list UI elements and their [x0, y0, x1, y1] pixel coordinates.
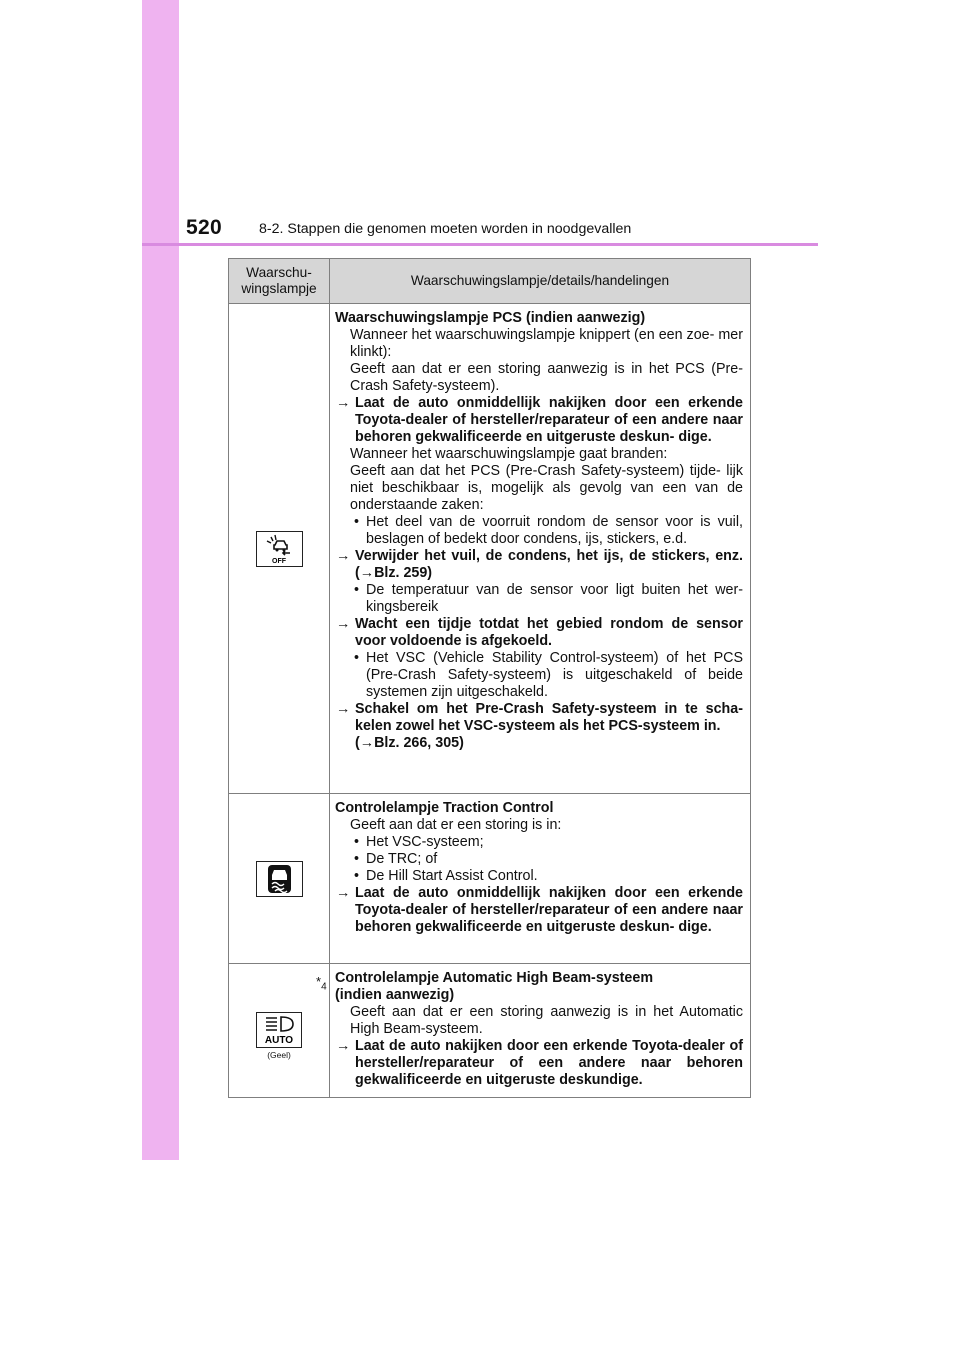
details-cell	[330, 964, 751, 1098]
svg-text:AUTO: AUTO	[264, 1035, 294, 1046]
bullet-item: • Het VSC (Vehicle Stability Control-systeem) of het PCS (Pre-Crash Safety-systeem) is uitgeschakeld of beide systemen zijn uitgeschakeld.	[354, 650, 743, 700]
row-title: Controlelampje Traction Control	[335, 800, 554, 816]
bullet-icon: •	[354, 868, 360, 884]
warning-lights-table	[228, 258, 751, 1098]
paragraph: Geeft aan dat er een storing aanwezig is in het Automatic High Beam-systeem.	[350, 1004, 743, 1037]
pcs-off-icon	[256, 531, 303, 567]
icon-cell	[229, 794, 330, 964]
details-cell	[330, 794, 751, 964]
arrow-icon: →	[336, 1038, 351, 1054]
arrow-icon: →	[336, 616, 351, 632]
auto-high-beam-icon	[256, 1012, 302, 1048]
paragraph: Geeft aan dat er een storing is in:	[350, 817, 562, 833]
table-row	[229, 964, 751, 1098]
paragraph: Geeft aan dat er een storing aanwezig is in het PCS (Pre- Crash Safety-systeem).	[350, 361, 743, 394]
action-line: → Laat de auto onmiddellijk nakijken door een erkende Toyota-dealer of hersteller/reparateur of een andere naar behoren gekwalificeerde en uitgeruste deskun- dige.	[336, 395, 743, 445]
arrow-icon: →	[336, 395, 351, 411]
bullet-icon: •	[354, 851, 360, 867]
svg-text:OFF: OFF	[271, 557, 286, 565]
bullet-icon: •	[354, 650, 360, 666]
bullet-item: • De temperatuur van de sensor voor ligt buiten het wer- kingsbereik	[354, 582, 743, 615]
row-title-note: (indien aanwezig)	[335, 987, 455, 1003]
row-title: Waarschuwingslampje PCS (indien aanwezig)	[335, 310, 646, 326]
table-row	[229, 794, 751, 964]
details-cell	[330, 304, 751, 794]
col-header-details: Waarschuwingslampje/details/handelingen	[330, 259, 751, 304]
arrow-icon: →	[336, 885, 351, 901]
action-line: → Verwijder het vuil, de condens, het ijs, de stickers, enz. (→Blz. 259)	[336, 548, 743, 581]
icon-caption: (Geel)	[267, 1050, 291, 1060]
bullet-item: • Het deel van de voorruit rondom de sensor voor is vuil, beslagen of bedekt door condens, ijs, stickers, e.d.	[354, 514, 743, 547]
section-title: 8-2. Stappen die genomen moeten worden in noodgevallen	[259, 221, 632, 237]
arrow-icon: →	[336, 701, 351, 717]
bullet-item: • De TRC; of	[354, 851, 438, 867]
action-line: → Laat de auto nakijken door een erkende Toyota-dealer of hersteller/reparateur of een andere naar behoren gekwalificeerde en uitgeruste deskundige.	[336, 1038, 743, 1088]
arrow-icon: →	[359, 565, 375, 581]
bullet-item: • Het VSC-systeem;	[354, 834, 484, 850]
bullet-icon: •	[354, 582, 360, 598]
action-line: → Schakel om het Pre-Crash Safety-systeem in te scha- kelen zowel het VSC-systeem als het PCS-systeem in. (→Blz. 266, 305)	[336, 701, 743, 751]
paragraph: Wanneer het waarschuwingslampje knippert (en een zoe- mer klinkt):	[350, 327, 743, 360]
footnote-marker: $*_4$	[316, 974, 327, 993]
icon-cell	[229, 964, 330, 1098]
side-color-band	[142, 0, 179, 1160]
table-row	[229, 304, 751, 794]
paragraph: Wanneer het waarschuwingslampje gaat branden:	[350, 446, 668, 462]
page-reference: Blz. 259)	[374, 565, 433, 581]
bullet-item: • De Hill Start Assist Control.	[354, 868, 538, 884]
header-rule	[142, 243, 818, 246]
table-header-row	[229, 259, 751, 304]
paragraph: Geeft aan dat het PCS (Pre-Crash Safety-systeem) tijde- lijk niet beschikbaar is, mogelijk als gevolg van een van de onderstaande zaken:	[350, 463, 743, 513]
bullet-icon: •	[354, 514, 360, 530]
row-title: Controlelampje Automatic High Beam-systeem	[335, 970, 654, 986]
arrow-icon: →	[359, 735, 375, 751]
page-number: 520	[186, 216, 222, 239]
page-reference: Blz. 266, 305)	[374, 735, 464, 751]
traction-control-icon	[256, 861, 303, 897]
bullet-icon: •	[354, 834, 360, 850]
action-line: → Wacht een tijdje totdat het gebied rondom de sensor voor voldoende is afgekoeld.	[336, 616, 743, 649]
icon-cell	[229, 304, 330, 794]
arrow-icon: →	[336, 548, 351, 564]
col-header-warning-light: Waarschu- wingslampje	[229, 259, 330, 304]
action-line: → Laat de auto onmiddellijk nakijken door een erkende Toyota-dealer of hersteller/reparateur of een andere naar behoren gekwalificeerde en uitgeruste deskun- dige.	[336, 885, 743, 935]
